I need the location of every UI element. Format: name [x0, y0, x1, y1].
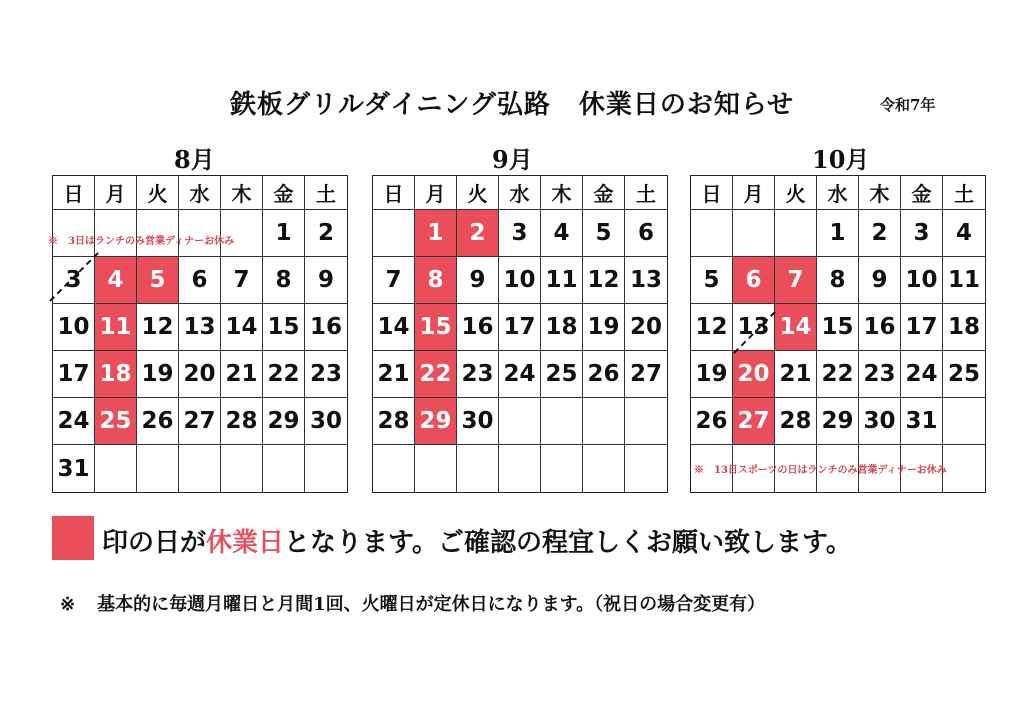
aug-day-18: 18 [95, 351, 137, 398]
empty-day-cell [95, 445, 137, 492]
empty-day-cell [541, 398, 583, 445]
weekday-header: 日 [691, 176, 733, 210]
empty-day-cell [263, 445, 305, 492]
empty-day-cell [541, 445, 583, 492]
footer-mark: ※ [60, 594, 76, 615]
legend-text: 印の日が休業日となります。ご確認の程宜しくお願い致します。 [102, 528, 852, 558]
sep-day-2: 2 [457, 210, 499, 257]
sep-day-3: 3 [499, 210, 541, 257]
sep-day-24: 24 [499, 351, 541, 398]
oct-day-22: 22 [817, 351, 859, 398]
sep-day-20: 20 [625, 304, 667, 351]
oct-day-7: 7 [775, 257, 817, 304]
aug-day-23: 23 [305, 351, 347, 398]
aug-day-14: 14 [221, 304, 263, 351]
aug-day-19: 19 [137, 351, 179, 398]
sep-day-25: 25 [541, 351, 583, 398]
oct-day-24: 24 [901, 351, 943, 398]
weekday-header: 火 [775, 176, 817, 210]
weekday-header: 水 [179, 176, 221, 210]
oct-day-19: 19 [691, 351, 733, 398]
sep-day-13: 13 [625, 257, 667, 304]
aug-day-29: 29 [263, 398, 305, 445]
august-note: ※ 3日はランチのみ営業ディナーお休み [48, 236, 235, 247]
sep-day-19: 19 [583, 304, 625, 351]
empty-day-cell [583, 445, 625, 492]
oct-day-1: 1 [817, 210, 859, 257]
calendar-august [52, 175, 348, 493]
aug-day-12: 12 [137, 304, 179, 351]
empty-day-cell [415, 445, 457, 492]
weekday-header: 水 [817, 176, 859, 210]
weekday-header: 水 [499, 176, 541, 210]
aug-day-21: 21 [221, 351, 263, 398]
oct-day-14: 14 [775, 304, 817, 351]
oct-day-15: 15 [817, 304, 859, 351]
weekday-header: 月 [415, 176, 457, 210]
sep-day-14: 14 [373, 304, 415, 351]
empty-day-cell [373, 445, 415, 492]
footer-note [60, 590, 765, 616]
sep-day-18: 18 [541, 304, 583, 351]
notice-title [0, 84, 1024, 121]
legend-closed-swatch [52, 516, 94, 560]
oct-day-29: 29 [817, 398, 859, 445]
weekday-header: 土 [943, 176, 985, 210]
weekday-header: 土 [625, 176, 667, 210]
sep-day-1: 1 [415, 210, 457, 257]
sep-day-9: 9 [457, 257, 499, 304]
aug-day-26: 26 [137, 398, 179, 445]
sep-day-4: 4 [541, 210, 583, 257]
aug-day-6: 6 [179, 257, 221, 304]
sep-day-27: 27 [625, 351, 667, 398]
oct-day-4: 4 [943, 210, 985, 257]
oct-day-10: 10 [901, 257, 943, 304]
era-year: 令和7年 [880, 96, 936, 114]
oct-day-13: 13 [733, 304, 775, 351]
empty-day-cell [221, 445, 263, 492]
sep-day-16: 16 [457, 304, 499, 351]
footer-text: 基本的に毎週月曜日と月間1回、火曜日が定休日になります。（祝日の場合変更有） [97, 594, 766, 615]
calendar-october [690, 175, 986, 493]
oct-day-23: 23 [859, 351, 901, 398]
aug-day-17: 17 [53, 351, 95, 398]
sep-day-30: 30 [457, 398, 499, 445]
weekday-header: 金 [901, 176, 943, 210]
oct-day-16: 16 [859, 304, 901, 351]
sep-day-17: 17 [499, 304, 541, 351]
sep-day-22: 22 [415, 351, 457, 398]
aug-day-7: 7 [221, 257, 263, 304]
oct-day-3: 3 [901, 210, 943, 257]
weekday-header: 日 [373, 176, 415, 210]
weekday-header: 木 [541, 176, 583, 210]
weekday-header: 火 [137, 176, 179, 210]
restaurant-name: 鉄板グリルダイニング弘路 [229, 90, 551, 120]
oct-day-12: 12 [691, 304, 733, 351]
empty-day-cell [179, 445, 221, 492]
notice-subtitle: 休業日のお知らせ [578, 90, 795, 120]
oct-day-28: 28 [775, 398, 817, 445]
empty-day-cell [305, 445, 347, 492]
oct-day-17: 17 [901, 304, 943, 351]
oct-day-27: 27 [733, 398, 775, 445]
empty-day-cell [499, 398, 541, 445]
sep-day-28: 28 [373, 398, 415, 445]
aug-day-3: 3 [53, 257, 95, 304]
weekday-header: 金 [263, 176, 305, 210]
empty-day-cell [943, 445, 985, 492]
aug-day-25: 25 [95, 398, 137, 445]
aug-day-11: 11 [95, 304, 137, 351]
sep-day-21: 21 [373, 351, 415, 398]
empty-day-cell [625, 445, 667, 492]
oct-day-6: 6 [733, 257, 775, 304]
sep-day-10: 10 [499, 257, 541, 304]
aug-day-10: 10 [53, 304, 95, 351]
oct-day-30: 30 [859, 398, 901, 445]
sep-day-11: 11 [541, 257, 583, 304]
aug-day-20: 20 [179, 351, 221, 398]
aug-day-4: 4 [95, 257, 137, 304]
weekday-header: 木 [859, 176, 901, 210]
calendar-september [372, 175, 668, 493]
weekday-header: 月 [95, 176, 137, 210]
month-title-oct: 10月 [812, 145, 870, 174]
aug-day-31: 31 [53, 445, 95, 492]
empty-day-cell [775, 210, 817, 257]
weekday-header: 木 [221, 176, 263, 210]
month-title-sep: 9月 [492, 145, 533, 174]
weekday-header: 火 [457, 176, 499, 210]
empty-day-cell [373, 210, 415, 257]
aug-day-16: 16 [305, 304, 347, 351]
oct-day-21: 21 [775, 351, 817, 398]
october-note: ※ 13日スポーツの日はランチのみ営業ディナーお休み [694, 465, 947, 476]
oct-day-8: 8 [817, 257, 859, 304]
weekday-header: 日 [53, 176, 95, 210]
weekday-header: 土 [305, 176, 347, 210]
sep-day-7: 7 [373, 257, 415, 304]
sep-day-12: 12 [583, 257, 625, 304]
sep-day-15: 15 [415, 304, 457, 351]
empty-day-cell [943, 398, 985, 445]
aug-day-8: 8 [263, 257, 305, 304]
aug-day-13: 13 [179, 304, 221, 351]
oct-day-26: 26 [691, 398, 733, 445]
oct-day-20: 20 [733, 351, 775, 398]
empty-day-cell [733, 210, 775, 257]
empty-day-cell [457, 445, 499, 492]
aug-day-27: 27 [179, 398, 221, 445]
oct-day-9: 9 [859, 257, 901, 304]
oct-day-31: 31 [901, 398, 943, 445]
oct-day-25: 25 [943, 351, 985, 398]
sep-day-8: 8 [415, 257, 457, 304]
aug-day-22: 22 [263, 351, 305, 398]
oct-day-11: 11 [943, 257, 985, 304]
empty-day-cell [691, 210, 733, 257]
oct-day-5: 5 [691, 257, 733, 304]
empty-day-cell [583, 398, 625, 445]
sep-day-5: 5 [583, 210, 625, 257]
month-title-aug: 8月 [174, 145, 215, 174]
aug-day-28: 28 [221, 398, 263, 445]
aug-day-9: 9 [305, 257, 347, 304]
empty-day-cell [499, 445, 541, 492]
sep-day-29: 29 [415, 398, 457, 445]
aug-day-5: 5 [137, 257, 179, 304]
oct-day-2: 2 [859, 210, 901, 257]
oct-day-18: 18 [943, 304, 985, 351]
weekday-header: 月 [733, 176, 775, 210]
legend-highlight: 休業日 [206, 528, 285, 558]
sep-day-26: 26 [583, 351, 625, 398]
weekday-header: 金 [583, 176, 625, 210]
aug-day-2: 2 [305, 210, 347, 257]
aug-day-30: 30 [305, 398, 347, 445]
aug-day-15: 15 [263, 304, 305, 351]
aug-day-1: 1 [263, 210, 305, 257]
aug-day-24: 24 [53, 398, 95, 445]
sep-day-6: 6 [625, 210, 667, 257]
sep-day-23: 23 [457, 351, 499, 398]
empty-day-cell [137, 445, 179, 492]
empty-day-cell [625, 398, 667, 445]
